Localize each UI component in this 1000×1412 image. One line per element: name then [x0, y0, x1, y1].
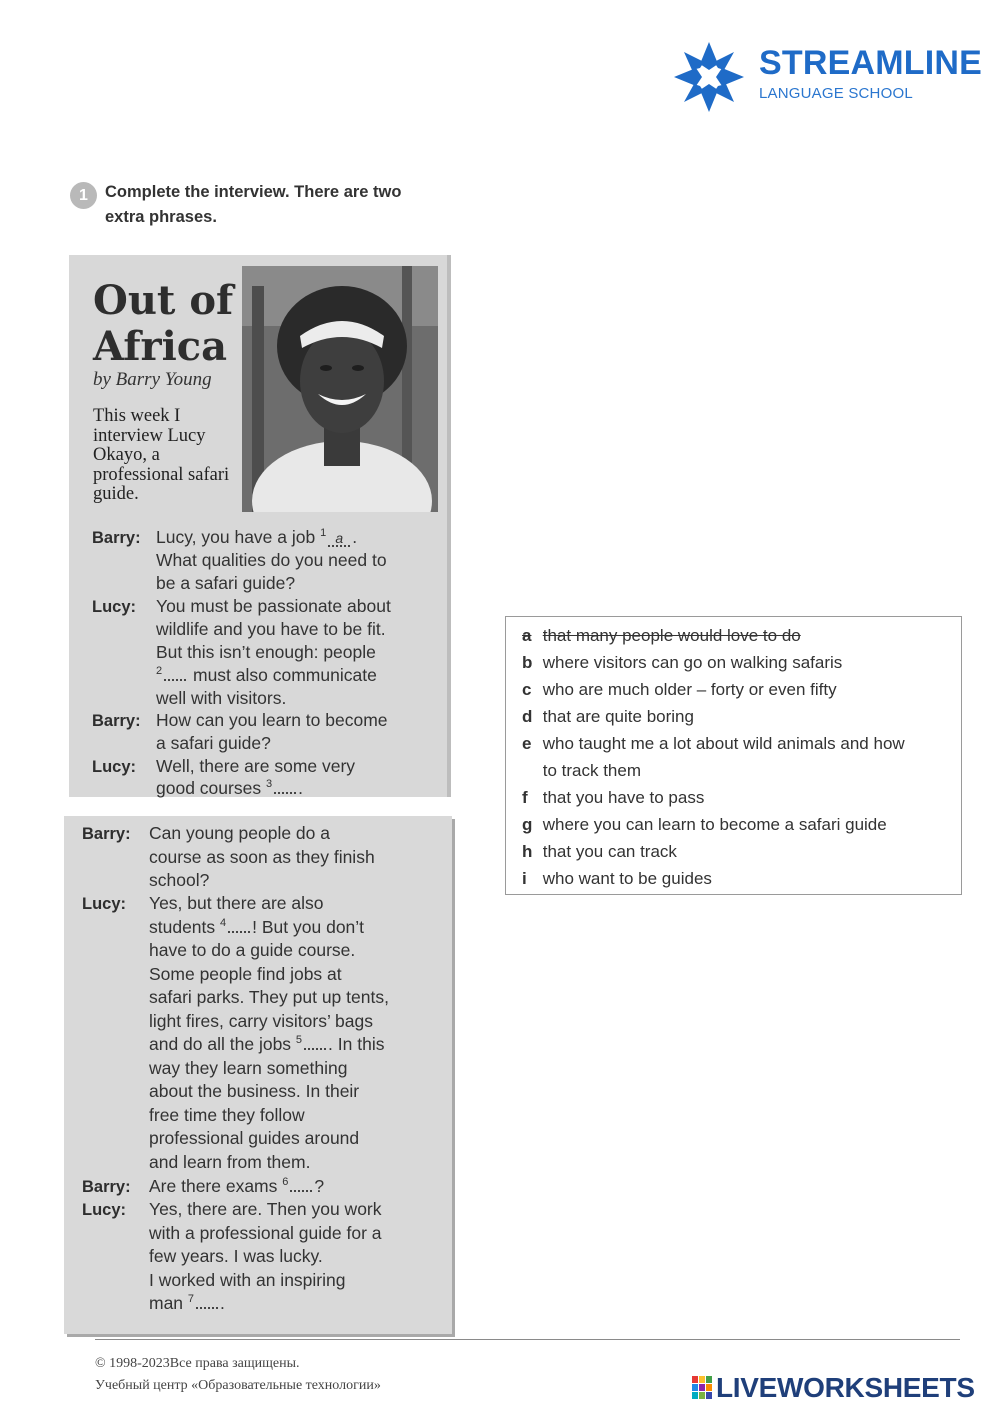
- dialogue-line: and do all the jobs $^5$ . In this: [149, 1034, 385, 1054]
- article-byline: by Barry Young: [93, 369, 212, 390]
- option-d: d that are quite boring: [522, 707, 694, 726]
- dialogue-line: way they learn something: [149, 1058, 348, 1078]
- answer-gap-4[interactable]: [228, 931, 250, 933]
- answer-gap-3[interactable]: [274, 792, 296, 794]
- dialogue-line: course as soon as they finish: [149, 847, 375, 867]
- gap-number-1: 1: [320, 527, 327, 540]
- footer-copyright: [95, 1353, 381, 1397]
- dialogue-line: Yes, but there are also: [149, 893, 324, 913]
- speaker-lucy: Lucy:: [92, 598, 137, 616]
- headline-line-2: Africa: [93, 323, 228, 370]
- dialogue-line: school?: [149, 870, 210, 890]
- speaker-barry: Barry:: [82, 825, 131, 843]
- portrait-photo-icon: [242, 266, 438, 512]
- answer-gap-5[interactable]: [304, 1048, 326, 1050]
- dialogue-line: How can you learn to become: [156, 710, 388, 730]
- article-headline: [93, 278, 243, 370]
- dialogue-line: free time they follow: [149, 1105, 305, 1125]
- logo-subtitle: LANGUAGE SCHOOL: [759, 85, 913, 102]
- option-f: f that you have to pass: [522, 788, 705, 807]
- option-c: c who are much older – forty or even fifty: [522, 680, 837, 699]
- dialogue-line: $^2$ must also communicate: [156, 665, 377, 685]
- option-g: g where you can learn to become a safari guide: [522, 815, 887, 834]
- answer-gap-6[interactable]: [290, 1190, 312, 1192]
- speaker-barry: Barry:: [92, 529, 141, 547]
- option-i: i who want to be guides: [522, 869, 712, 888]
- dialogue-line: about the business. In their: [149, 1081, 360, 1101]
- gap-number-5: 5: [295, 1034, 303, 1047]
- dialogue-line: have to do a guide course.: [149, 940, 356, 960]
- gap-number-3: 3: [265, 778, 273, 791]
- dialogue-line: light fires, carry visitors’ bags: [149, 1011, 373, 1031]
- dialogue-line: I worked with an inspiring: [149, 1270, 346, 1290]
- footer-divider: [95, 1339, 960, 1340]
- liveworksheets-logo-icon: [692, 1376, 714, 1400]
- dialogue-line: Are there exams $^6$ ?: [149, 1176, 325, 1196]
- headline-line-1: Out of: [93, 277, 234, 324]
- dialogue-line: Can young people do a: [149, 823, 330, 843]
- dialogue-line: a safari guide?: [156, 733, 271, 753]
- instruction-text: Complete the interview. There are two extra phrases.: [105, 183, 402, 226]
- dialogue-line: good courses $^3$ .: [156, 778, 303, 798]
- copyright-line-2: Учебный центр «Образовательные технологии»: [95, 1378, 381, 1393]
- dialogue-line: professional guides around: [149, 1128, 360, 1148]
- answer-gap-1[interactable]: a: [328, 531, 350, 547]
- streamline-logo: [672, 40, 982, 116]
- article-intro: This week I interview Lucy Okayo, a professional safari guide.: [93, 406, 230, 504]
- logo-title: STREAMLINE: [759, 44, 982, 82]
- gap-number-2: 2: [156, 665, 163, 678]
- dialogue-line: But this isn’t enough: people: [156, 642, 376, 662]
- dialogue-line: Some people find jobs at: [149, 964, 342, 984]
- dialogue-line: well with visitors.: [156, 688, 287, 708]
- dialogue-line: What qualities do you need to: [156, 550, 387, 570]
- dialogue-line: wildlife and you have to be fit.: [156, 619, 386, 639]
- dialogue-line: few years. I was lucky.: [149, 1246, 323, 1266]
- option-b: b where visitors can go on walking safaris: [522, 653, 843, 672]
- star-logo-icon: [672, 40, 746, 114]
- option-e: e who taught me a lot about wild animals and how: [522, 734, 905, 753]
- answer-gap-7[interactable]: [196, 1307, 218, 1309]
- dialogue-line: You must be passionate about: [156, 596, 391, 616]
- phrase-options-box: [505, 616, 962, 895]
- answer-gap-2[interactable]: [164, 679, 186, 681]
- gap-number-6: 6: [282, 1176, 289, 1189]
- gap-number-4: 4: [220, 917, 227, 930]
- dialogue-line: be a safari guide?: [156, 573, 296, 593]
- speaker-lucy: Lucy:: [82, 1201, 127, 1219]
- dialogue-line: man $^7$ .: [149, 1293, 225, 1313]
- dialogue-line: students $^4$ ! But you don’t: [149, 917, 365, 937]
- dialogue-line: Yes, there are. Then you work: [149, 1199, 382, 1219]
- option-h: h that you can track: [522, 842, 677, 861]
- dialogue-line: safari parks. They put up tents,: [149, 987, 389, 1007]
- portrait-photo: [242, 266, 438, 512]
- option-e-continued: to track them: [542, 761, 641, 780]
- speaker-barry: Barry:: [82, 1178, 131, 1196]
- speaker-barry: Barry:: [92, 712, 141, 730]
- dialogue-line: and learn from them.: [149, 1152, 311, 1172]
- liveworksheets-text: LIVEWORKSHEETS: [716, 1372, 975, 1403]
- speaker-lucy: Lucy:: [82, 895, 127, 913]
- copyright-line-1: © 1998-2023Все права защищены.: [95, 1356, 300, 1371]
- dialogue-line: Lucy, you have a job $^1$ a .: [156, 527, 358, 547]
- exercise-number: 1: [70, 182, 97, 209]
- option-a: a that many people would love to do: [522, 626, 801, 645]
- speaker-lucy: Lucy:: [92, 758, 137, 776]
- gap-number-7: 7: [187, 1293, 195, 1306]
- dialogue-line: with a professional guide for a: [149, 1223, 382, 1243]
- dialogue-line: Well, there are some very: [156, 756, 356, 776]
